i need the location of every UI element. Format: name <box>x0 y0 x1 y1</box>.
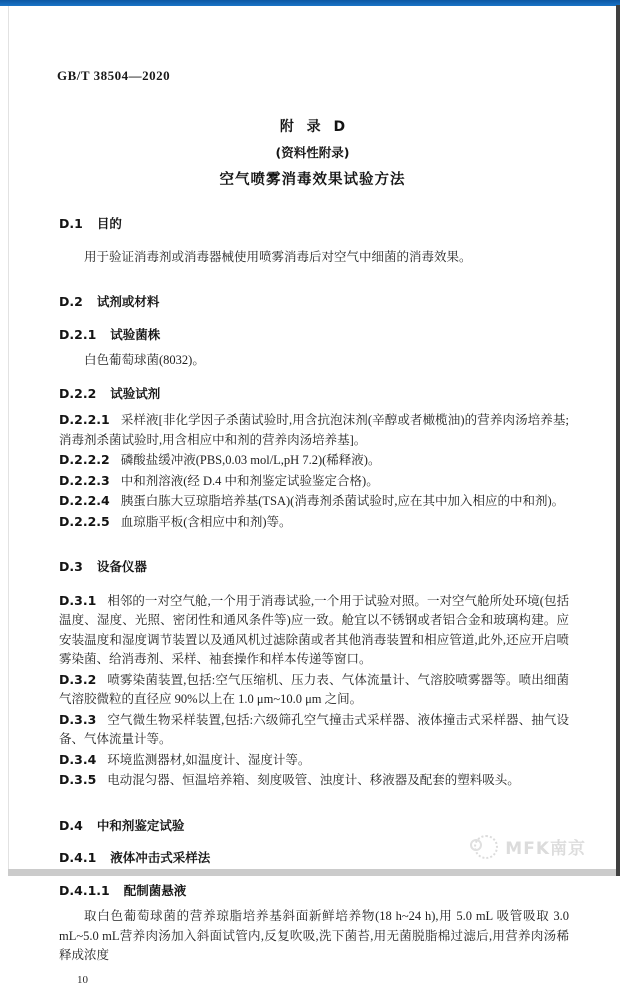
clause-d3-4 <box>59 750 569 771</box>
page-number: 10 <box>77 973 88 986</box>
clause-number: D.2.2.1 <box>59 412 110 427</box>
clause-d3-5 <box>59 770 569 791</box>
watermark-text: MFK南京 <box>505 839 586 859</box>
clause-d3-3 <box>59 710 569 750</box>
clause-text: 电动混匀器、恒温培养箱、刻度吸管、浊度计、移液器及配套的塑料吸头。 <box>107 773 520 787</box>
clause-d3-2 <box>59 670 569 710</box>
clause-d2-2-5 <box>59 512 569 533</box>
clause-d3-1 <box>59 591 569 670</box>
appendix-label: 附 录 D <box>279 119 346 135</box>
clause-text: 喷雾染菌装置,包括:空气压缩机、压力表、气体流量计、气溶胶喷雾器等。喷出细菌气溶胶微粒的直径应 90%以上在 1.0 μm~10.0 μm 之间。 <box>59 672 569 706</box>
clause-number: D.4.1 <box>59 850 97 865</box>
clause-number: D.3.5 <box>59 772 97 787</box>
appendix-title: 空气喷雾消毒效果试验方法 <box>219 172 406 188</box>
clause-text: 磷酸盐缓冲液(PBS,0.03 mol/L,pH 7.2)(稀释液)。 <box>120 453 381 467</box>
section-d2-1-heading <box>59 325 569 345</box>
clause-d2-2-2 <box>59 450 569 471</box>
page-right-edge <box>616 5 620 876</box>
clause-number: D.2.2.2 <box>59 452 110 467</box>
section-d2-2-heading <box>59 384 569 404</box>
clause-number: D.4 <box>59 817 83 833</box>
clause-number: D.2.2.3 <box>59 472 110 488</box>
standard-number: GB/T 38504—2020 <box>57 68 171 83</box>
section-d4-1-1-heading <box>59 881 569 901</box>
paragraph-d2-1: 白色葡萄球菌(8032)。 <box>84 353 205 367</box>
clause-number: D.1 <box>59 216 83 231</box>
appendix-title-block <box>9 116 616 189</box>
clause-text: 血琼脂平板(含相应中和剂)等。 <box>120 514 292 529</box>
clause-number: D.3 <box>59 559 83 574</box>
clause-number: D.2 <box>59 294 83 309</box>
clause-d2-2-3 <box>59 471 569 492</box>
clause-number: D.2.2 <box>59 385 97 401</box>
watermark-logo-icon <box>474 835 498 859</box>
paragraph-d1: 用于验证消毒剂或消毒器械使用喷雾消毒后对空气中细菌的消毒效果。 <box>84 249 472 264</box>
clause-title: 设备仪器 <box>96 559 147 574</box>
watermark <box>474 834 586 859</box>
clause-title: 试验菌株 <box>110 326 161 342</box>
clause-text: 中和剂溶液(经 D.4 中和剂鉴定试验鉴定合格)。 <box>120 473 379 488</box>
clause-text: 空气微生物采样装置,包括:六级筛孔空气撞击式采样器、液体撞击式采样器、抽气设备、气体流量计等。 <box>59 712 569 746</box>
clause-number: D.3.1 <box>59 592 97 608</box>
clause-text: 环境监测器材,如温度计、湿度计等。 <box>107 752 311 767</box>
clause-d2-2-1 <box>59 410 569 450</box>
section-d1-heading <box>59 214 569 234</box>
clause-title: 试剂或材料 <box>96 294 160 309</box>
clause-number: D.2.2.4 <box>59 493 110 508</box>
clause-title: 液体冲击式采样法 <box>110 850 211 865</box>
clause-title: 配制菌悬液 <box>123 882 187 898</box>
paragraph-d4-1-1: 取白色葡萄球菌的营养琼脂培养基斜面新鲜培养物(18 h~24 h),用 5.0 mL 吸管吸取 3.0 mL~5.0 mL营养肉汤加入斜面试管内,反复吹吸,洗下菌苔,用无菌脱脂棉过滤后,用营养肉汤稀释成浓度 <box>59 909 569 962</box>
clause-number: D.3.4 <box>59 751 97 767</box>
section-d4-heading <box>59 816 569 836</box>
clause-text: 胰蛋白胨大豆琼脂培养基(TSA)(消毒剂杀菌试验时,应在其中加入相应的中和剂)。 <box>120 494 565 508</box>
clause-title: 目的 <box>96 216 122 231</box>
clause-number: D.3.3 <box>59 711 97 727</box>
section-d3-heading <box>59 557 569 577</box>
clause-text: 相邻的一对空气舱,一个用于消毒试验,一个用于试验对照。一对空气舱所处环境(包括温度、湿度、光照、密闭性和通风条件等)应一致。舱宜以不锈钢或者铝合金和玻璃构建。应安装温度和湿度调节装置以及通风机过滤除菌或者其他消毒装置和相应管道,此外,还应开启喷雾染菌、给消毒剂、采样、袖套操作和样本传递等窗口。 <box>59 593 569 666</box>
clause-d2-2-4 <box>59 491 569 512</box>
clause-title: 试验试剂 <box>110 385 161 401</box>
clause-number: D.2.1 <box>59 326 97 342</box>
document-page <box>9 6 616 986</box>
clause-number: D.3.2 <box>59 671 97 687</box>
clause-title: 中和剂鉴定试验 <box>96 817 185 833</box>
clause-text: 采样液[非化学因子杀菌试验时,用含抗泡沫剂(辛醇或者橄榄油)的营养肉汤培养基;消毒剂杀菌试验时,用含相应中和剂的营养肉汤培养基]。 <box>59 413 569 447</box>
clause-number: D.2.2.5 <box>59 513 110 529</box>
section-d2-heading <box>59 292 569 312</box>
appendix-type-note: (资料性附录) <box>275 145 350 160</box>
clause-number: D.4.1.1 <box>59 882 110 898</box>
